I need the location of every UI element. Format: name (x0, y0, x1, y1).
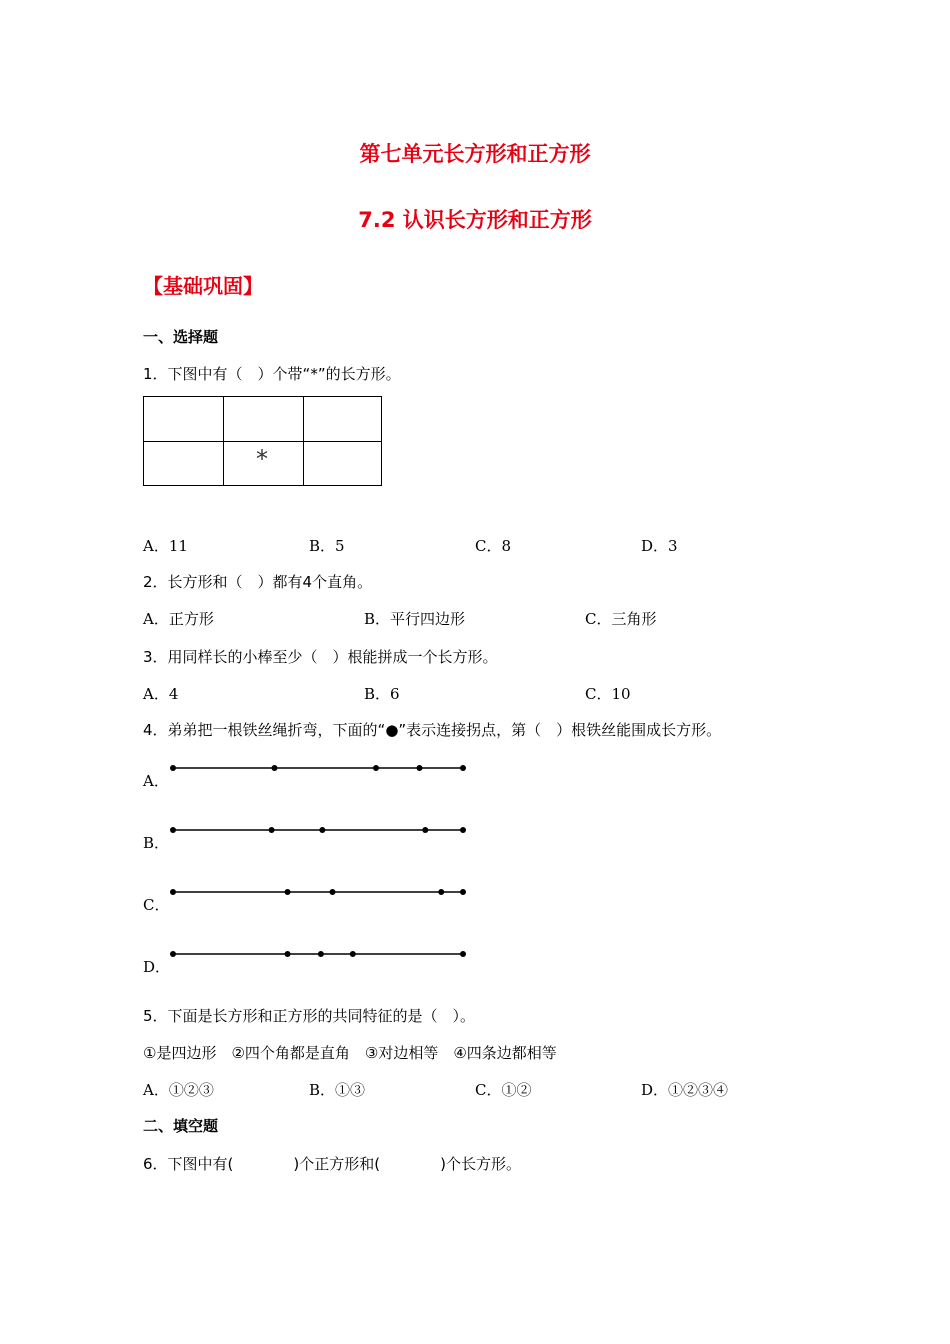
q4-wire-c (173, 891, 463, 893)
q5-option-a[interactable]: A．①②③ (143, 1081, 214, 1099)
q4-option-a[interactable]: A． (143, 772, 169, 790)
q2-option-c[interactable]: C．三角形 (585, 610, 657, 628)
wire-bend-point (330, 889, 336, 895)
q3-prompt: 3．用同样长的小棒至少（ ）根能拼成一个长方形。 (143, 648, 498, 666)
wire-bend-point (373, 765, 379, 771)
q5-option-d[interactable]: D．①②③④ (641, 1081, 729, 1099)
wire-bend-point (272, 765, 278, 771)
q4-wire-a (173, 767, 463, 769)
q4-prompt: 4．弟弟把一根铁丝绳折弯，下面的“●”表示连接拐点，第（ ）根铁丝能围成长方形。 (143, 721, 722, 739)
q2-option-b[interactable]: B．平行四边形 (364, 610, 466, 628)
wire-bend-point (417, 765, 423, 771)
q1-option-c[interactable]: C．8 (475, 537, 512, 555)
q1-option-b[interactable]: B．5 (309, 537, 345, 555)
wire-bend-point (170, 765, 176, 771)
wire-bend-point (422, 827, 428, 833)
q3-option-a[interactable]: A．4 (143, 685, 179, 703)
q1-option-d[interactable]: D．3 (641, 537, 678, 555)
wire-bend-point (460, 951, 466, 957)
wire-bend-point (438, 889, 444, 895)
q4-wire-d (173, 953, 463, 955)
q2-prompt: 2．长方形和（ ）都有4个直角。 (143, 573, 373, 591)
q3-option-c[interactable]: C．10 (585, 685, 631, 703)
q2-option-a[interactable]: A．正方形 (143, 610, 214, 628)
wire-bend-point (170, 889, 176, 895)
q4-option-d[interactable]: D． (143, 958, 171, 976)
wire-bend-point (350, 951, 356, 957)
wire-bend-point (285, 889, 291, 895)
wire-bend-point (318, 951, 324, 957)
q3-option-b[interactable]: B．6 (364, 685, 400, 703)
q5-option-b[interactable]: B．①③ (309, 1081, 366, 1099)
q4-wire-b (173, 829, 463, 831)
section-label: 【基础巩固】 (143, 274, 263, 298)
q5-option-c[interactable]: C．①② (475, 1081, 532, 1099)
wire-bend-point (319, 827, 325, 833)
q5-features: ①是四边形 ②四个角都是直角 ③对边相等 ④四条边都相等 (143, 1044, 557, 1062)
q1-grid-figure (143, 396, 382, 486)
part2-heading: 二、填空题 (143, 1117, 219, 1135)
page-title: 第七单元长方形和正方形 (359, 142, 591, 166)
q1-prompt: 1．下图中有（ ）个带“*”的长方形。 (143, 365, 401, 383)
wire-bend-point (170, 951, 176, 957)
wire-bend-point (460, 889, 466, 895)
wire-bend-point (460, 765, 466, 771)
wire-bend-point (269, 827, 275, 833)
q4-option-c[interactable]: C． (143, 896, 170, 914)
q5-prompt: 5．下面是长方形和正方形的共同特征的是（ ）。 (143, 1007, 476, 1025)
q6-prompt: 6．下图中有( )个正方形和( )个长方形。 (143, 1155, 521, 1173)
wire-bend-point (460, 827, 466, 833)
page-subtitle: 7.2 认识长方形和正方形 (358, 208, 592, 232)
wire-bend-point (170, 827, 176, 833)
q4-option-b[interactable]: B． (143, 834, 170, 852)
part1-heading: 一、选择题 (143, 328, 219, 346)
q1-option-a[interactable]: A．11 (143, 537, 188, 555)
wire-bend-point (285, 951, 291, 957)
q1-star-mark: * (256, 445, 268, 473)
